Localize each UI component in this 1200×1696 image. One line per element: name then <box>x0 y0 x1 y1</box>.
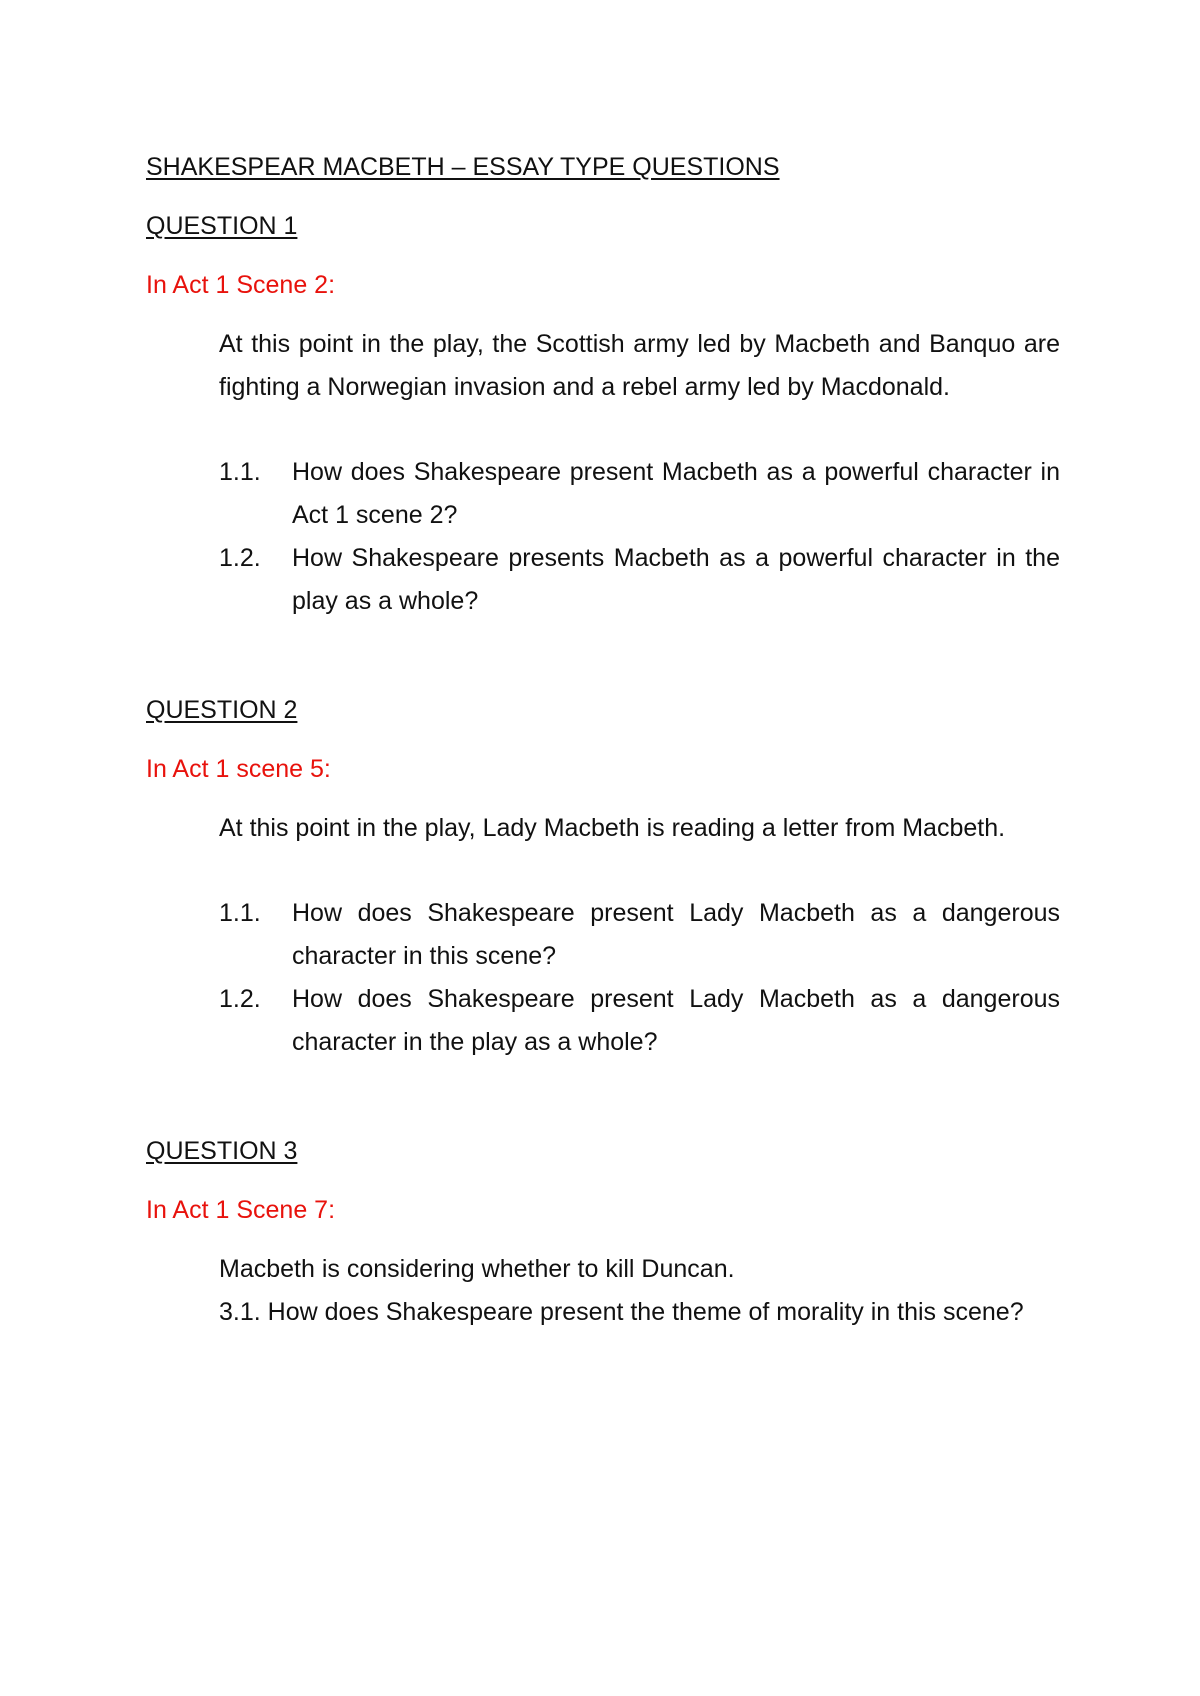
question-1-heading: QUESTION 1 <box>146 212 298 240</box>
item-text: How does Shakespeare present Lady Macbeth as a dangerous character in the play as a whole? <box>292 985 1060 1056</box>
question-3-heading: QUESTION 3 <box>146 1137 298 1165</box>
question-3-body <box>219 1248 1060 1334</box>
question-2-item-1 <box>219 892 1060 978</box>
question-2-body <box>219 807 1060 1064</box>
question-2-intro: At this point in the play, Lady Macbeth is reading a letter from Macbeth. <box>219 814 1006 842</box>
question-1-intro: At this point in the play, the Scottish army led by Macbeth and Banquo are fighting a Norwegian invasion and a rebel army led by Macdonald. <box>219 330 1060 401</box>
item-text: How does Shakespeare present Lady Macbeth as a dangerous character in this scene? <box>292 899 1060 970</box>
question-1-list <box>219 451 1060 623</box>
question-1-item-2 <box>219 537 1060 623</box>
question-2-list <box>219 892 1060 1064</box>
question-1-item-1 <box>219 451 1060 537</box>
item-number: 1.1. <box>219 899 261 927</box>
question-1-body <box>219 323 1060 623</box>
question-3-intro: Macbeth is considering whether to kill Duncan. <box>219 1255 735 1283</box>
question-2-item-2 <box>219 978 1060 1064</box>
item-number: 1.2. <box>219 985 261 1013</box>
document-body <box>146 146 1060 1334</box>
question-1-scene: In Act 1 Scene 2: <box>146 271 336 299</box>
question-2-heading: QUESTION 2 <box>146 696 298 724</box>
item-number: 1.2. <box>219 544 261 572</box>
question-3-scene: In Act 1 Scene 7: <box>146 1196 336 1224</box>
question-3-item-1: 3.1. How does Shakespeare present the theme of morality in this scene? <box>219 1298 1024 1326</box>
item-text: How Shakespeare presents Macbeth as a powerful character in the play as a whole? <box>292 544 1060 615</box>
question-2-scene: In Act 1 scene 5: <box>146 755 331 783</box>
item-text: How does Shakespeare present Macbeth as a powerful character in Act 1 scene 2? <box>292 458 1060 529</box>
item-number: 1.1. <box>219 458 261 486</box>
document-title: SHAKESPEAR MACBETH – ESSAY TYPE QUESTIONS <box>146 153 780 181</box>
